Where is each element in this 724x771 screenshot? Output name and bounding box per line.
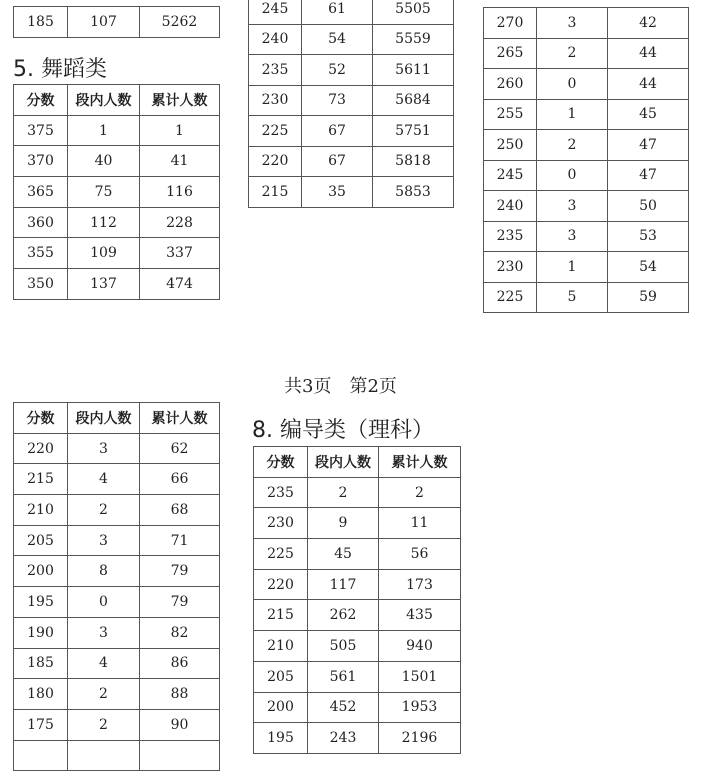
table-row (14, 433, 220, 464)
table-cell: 117 (308, 569, 379, 600)
table-cell: 71 (140, 525, 220, 556)
table-row (254, 508, 461, 539)
table-cell: 5818 (373, 146, 454, 177)
table-left-bottom (13, 402, 220, 771)
table-cell: 8 (68, 556, 140, 587)
table-row (484, 221, 689, 252)
table-cell: 90 (140, 709, 220, 740)
column-header: 累计人数 (379, 447, 461, 478)
table-cell: 47 (608, 130, 689, 161)
table-cell: 210 (254, 631, 308, 662)
table-cell: 61 (302, 0, 373, 24)
table-cell: 67 (302, 146, 373, 177)
table-cell: 2 (68, 709, 140, 740)
table-cell: 2 (68, 679, 140, 710)
table-cell: 265 (484, 38, 537, 69)
table-cell: 355 (14, 238, 68, 269)
table-row (14, 7, 220, 38)
table-row (14, 238, 220, 269)
table-row (249, 85, 454, 116)
table-row (484, 38, 689, 69)
table-row (254, 600, 461, 631)
table-cell: 1501 (379, 661, 461, 692)
section-8-table (253, 446, 461, 754)
table-cell: 190 (14, 617, 68, 648)
table-cell: 220 (14, 433, 68, 464)
table-row (14, 177, 220, 208)
table-cell: 173 (379, 569, 461, 600)
table-cell (14, 740, 68, 771)
table-row (484, 282, 689, 313)
table-cell: 5611 (373, 55, 454, 86)
table-cell: 1 (140, 115, 220, 146)
table-row (249, 0, 454, 24)
table-row (14, 269, 220, 300)
table-cell: 40 (68, 146, 140, 177)
table-cell: 235 (484, 221, 537, 252)
table-row (484, 99, 689, 130)
table-cell: 370 (14, 146, 68, 177)
table-row (14, 709, 220, 740)
table-cell: 5853 (373, 177, 454, 208)
table-cell: 175 (14, 709, 68, 740)
table-cell: 9 (308, 508, 379, 539)
table-cell: 225 (249, 116, 302, 147)
table-cell: 5505 (373, 0, 454, 24)
table-cell: 45 (608, 99, 689, 130)
table-row (249, 24, 454, 55)
table-cell: 5262 (140, 7, 220, 38)
table-cell: 0 (537, 69, 608, 100)
table-cell: 35 (302, 177, 373, 208)
table-cell: 505 (308, 631, 379, 662)
table-cell: 337 (140, 238, 220, 269)
table-cell: 75 (68, 177, 140, 208)
column-header: 段内人数 (68, 85, 140, 116)
table-cell: 230 (254, 508, 308, 539)
table-cell: 5751 (373, 116, 454, 147)
table-row (254, 539, 461, 570)
table-cell: 5559 (373, 24, 454, 55)
table-cell: 66 (140, 464, 220, 495)
table-cell: 68 (140, 495, 220, 526)
table-row (14, 525, 220, 556)
table-cell: 1 (68, 115, 140, 146)
table-cell: 112 (68, 207, 140, 238)
table-cell: 225 (484, 282, 537, 313)
table-row (14, 464, 220, 495)
column-header: 累计人数 (140, 85, 220, 116)
table-cell: 42 (608, 8, 689, 39)
table-cell: 53 (608, 221, 689, 252)
table-row (254, 723, 461, 754)
table-cell: 215 (249, 177, 302, 208)
table-cell: 2 (68, 495, 140, 526)
table-cell: 230 (249, 85, 302, 116)
table-cell: 365 (14, 177, 68, 208)
table-cell: 62 (140, 433, 220, 464)
table-cell (140, 740, 220, 771)
table-cell: 255 (484, 99, 537, 130)
table-cell: 185 (14, 7, 68, 38)
table-cell: 210 (14, 495, 68, 526)
table-cell: 107 (68, 7, 140, 38)
table-cell: 3 (68, 617, 140, 648)
table-header-row (14, 85, 220, 116)
table-cell: 2 (537, 130, 608, 161)
table-cell: 3 (68, 525, 140, 556)
table-cell: 50 (608, 191, 689, 222)
column-header: 分数 (14, 403, 68, 434)
table-cell: 245 (484, 160, 537, 191)
table-cell: 200 (14, 556, 68, 587)
table-row (249, 116, 454, 147)
table-cell: 79 (140, 587, 220, 618)
table-cell: 116 (140, 177, 220, 208)
table-row (14, 146, 220, 177)
table-cell: 195 (14, 587, 68, 618)
table-row (484, 69, 689, 100)
table-cell: 3 (537, 221, 608, 252)
table-cell: 88 (140, 679, 220, 710)
table-cell: 180 (14, 679, 68, 710)
table-cell: 1 (537, 252, 608, 283)
table-middle (248, 0, 454, 208)
table-cell: 3 (537, 191, 608, 222)
table-cell: 360 (14, 207, 68, 238)
table-row (14, 740, 220, 771)
table-header-row (14, 403, 220, 434)
table-cell: 86 (140, 648, 220, 679)
column-header: 分数 (254, 447, 308, 478)
column-header: 段内人数 (308, 447, 379, 478)
table-row (249, 177, 454, 208)
table-cell: 44 (608, 38, 689, 69)
table-cell: 195 (254, 723, 308, 754)
table-cell: 59 (608, 282, 689, 313)
table-row (14, 556, 220, 587)
table-cell: 5684 (373, 85, 454, 116)
table-row (14, 115, 220, 146)
table-row (14, 207, 220, 238)
table-cell: 52 (302, 55, 373, 86)
section-5-title: 5. 舞蹈类 (13, 57, 107, 82)
table-cell: 44 (608, 69, 689, 100)
table-cell: 54 (608, 252, 689, 283)
table-cell: 0 (537, 160, 608, 191)
table-cell: 79 (140, 556, 220, 587)
column-header: 分数 (14, 85, 68, 116)
table-cell: 235 (249, 55, 302, 86)
table-cell: 45 (308, 539, 379, 570)
table-cell: 262 (308, 600, 379, 631)
table-cell: 215 (14, 464, 68, 495)
table-cell: 185 (14, 648, 68, 679)
table-cell: 240 (484, 191, 537, 222)
table-row (254, 661, 461, 692)
table-cell: 54 (302, 24, 373, 55)
table-cell: 41 (140, 146, 220, 177)
table-cell: 0 (68, 587, 140, 618)
table-cell: 474 (140, 269, 220, 300)
table-cell: 3 (68, 433, 140, 464)
table-cell: 245 (249, 0, 302, 24)
table-cell: 200 (254, 692, 308, 723)
table-cell: 73 (302, 85, 373, 116)
table-cell: 452 (308, 692, 379, 723)
table-cell: 350 (14, 269, 68, 300)
table-cell (68, 740, 140, 771)
table-row (254, 631, 461, 662)
table-cell: 270 (484, 8, 537, 39)
table-cell: 4 (68, 648, 140, 679)
table-cell: 1953 (379, 692, 461, 723)
table-row (484, 191, 689, 222)
table-row (484, 8, 689, 39)
table-cell: 260 (484, 69, 537, 100)
table-cell: 228 (140, 207, 220, 238)
table-cell: 109 (68, 238, 140, 269)
table-cell: 235 (254, 477, 308, 508)
section-8-title: 8. 编导类（理科） (252, 418, 434, 443)
table-row (249, 55, 454, 86)
table-a-top (13, 6, 220, 38)
table-cell: 435 (379, 600, 461, 631)
table-cell: 225 (254, 539, 308, 570)
table-cell: 205 (14, 525, 68, 556)
table-row (14, 617, 220, 648)
table-header-row (254, 447, 461, 478)
table-cell: 56 (379, 539, 461, 570)
table-cell: 3 (537, 8, 608, 39)
table-cell: 220 (254, 569, 308, 600)
table-cell: 250 (484, 130, 537, 161)
table-cell: 67 (302, 116, 373, 147)
table-right (483, 7, 689, 313)
table-cell: 2196 (379, 723, 461, 754)
table-cell: 561 (308, 661, 379, 692)
table-cell: 230 (484, 252, 537, 283)
table-cell: 940 (379, 631, 461, 662)
table-cell: 1 (537, 99, 608, 130)
table-row (254, 569, 461, 600)
table-row (14, 648, 220, 679)
table-cell: 82 (140, 617, 220, 648)
table-cell: 240 (249, 24, 302, 55)
table-cell: 5 (537, 282, 608, 313)
table-cell: 2 (537, 38, 608, 69)
table-cell: 215 (254, 600, 308, 631)
section-5-table (13, 84, 220, 300)
table-cell: 243 (308, 723, 379, 754)
table-cell: 205 (254, 661, 308, 692)
table-row (14, 679, 220, 710)
page-footer: 共3页 第2页 (284, 376, 397, 397)
table-cell: 11 (379, 508, 461, 539)
table-cell: 137 (68, 269, 140, 300)
table-cell: 2 (379, 477, 461, 508)
table-cell: 2 (308, 477, 379, 508)
table-cell: 220 (249, 146, 302, 177)
table-row (254, 477, 461, 508)
table-row (249, 146, 454, 177)
table-cell: 4 (68, 464, 140, 495)
table-row (484, 160, 689, 191)
table-row (484, 252, 689, 283)
table-row (254, 692, 461, 723)
table-row (14, 587, 220, 618)
table-row (484, 130, 689, 161)
column-header: 段内人数 (68, 403, 140, 434)
table-cell: 47 (608, 160, 689, 191)
column-header: 累计人数 (140, 403, 220, 434)
table-cell: 375 (14, 115, 68, 146)
table-row (14, 495, 220, 526)
